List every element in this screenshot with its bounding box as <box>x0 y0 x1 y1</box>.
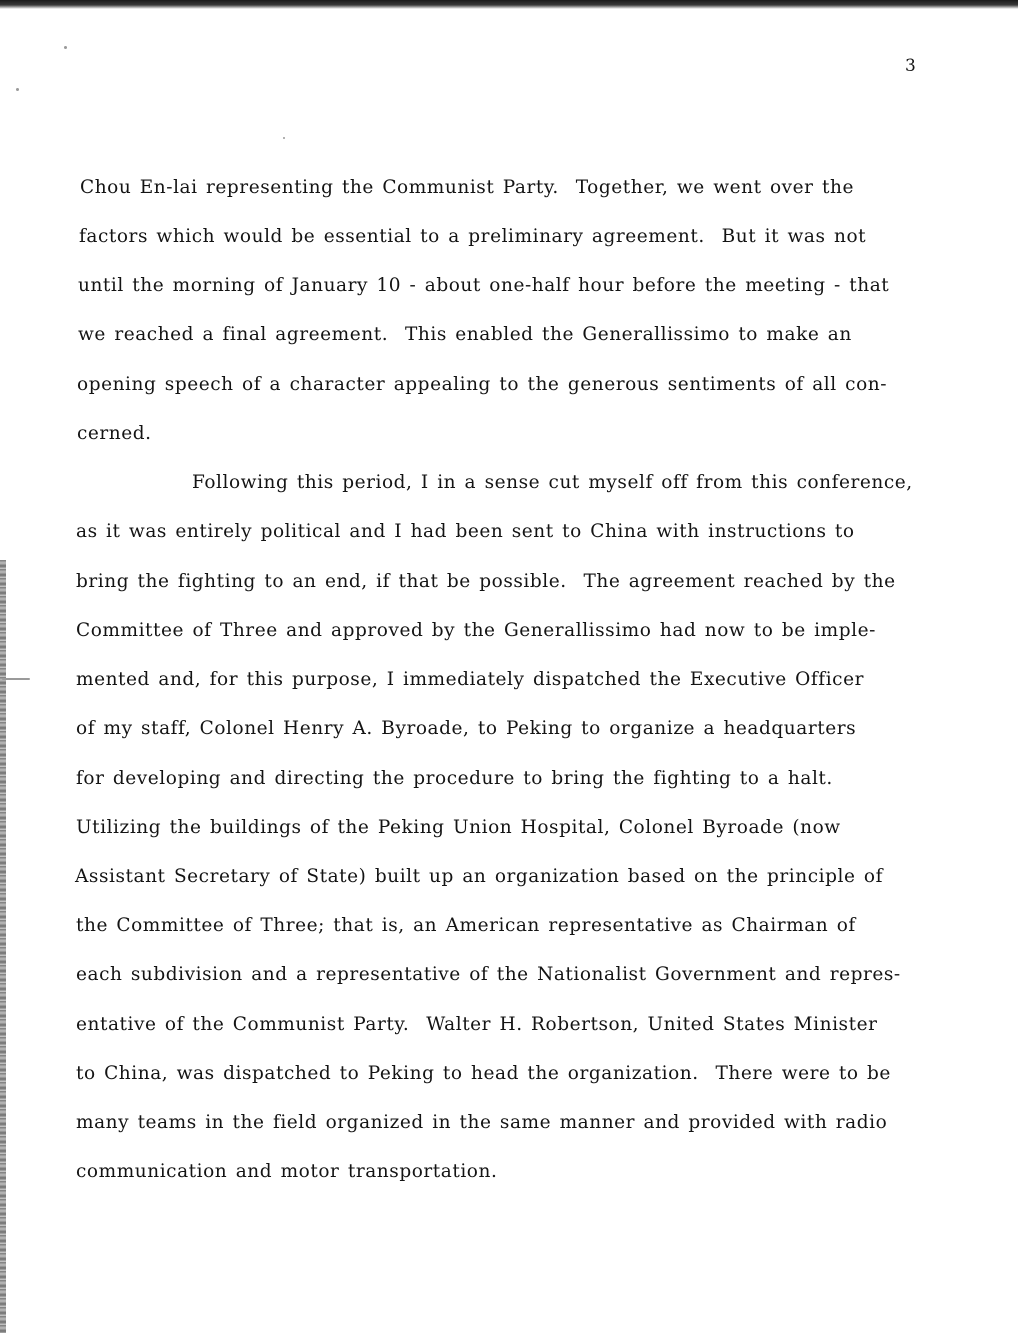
text-line: as it was entirely political and I had been sent to China with instructions to <box>76 521 855 542</box>
text-line: many teams in the field organized in the same manner and provided with radio <box>76 1112 888 1133</box>
text-line: Chou En-lai representing the Communist Party. Together, we went over the <box>80 177 854 198</box>
text-line: cerned. <box>77 423 152 444</box>
text-line: entative of the Communist Party. Walter H. Robertson, United States Minister <box>76 1014 878 1035</box>
page-number: 3 <box>905 56 917 76</box>
text-line: opening speech of a character appealing to the generous sentiments of all con- <box>77 374 888 395</box>
text-line: each subdivision and a representative of the Nationalist Government and repres- <box>76 964 901 985</box>
text-line: until the morning of January 10 - about one-half hour before the meeting - that <box>78 275 890 296</box>
text-line: the Committee of Three; that is, an American representative as Chairman of <box>76 915 856 936</box>
text-line: of my staff, Colonel Henry A. Byroade, to Peking to organize a headquarters <box>76 718 857 739</box>
text-line: we reached a final agreement. This enabled the Generallissimo to make an <box>78 324 852 345</box>
text-line: Assistant Secretary of State) built up an organization based on the principle of <box>75 866 883 887</box>
text-line: bring the fighting to an end, if that be possible. The agreement reached by the <box>76 571 896 592</box>
text-line: factors which would be essential to a preliminary agreement. But it was not <box>79 226 867 247</box>
text-line: Following this period, I in a sense cut myself off from this conference, <box>192 472 913 493</box>
text-line: Utilizing the buildings of the Peking Union Hospital, Colonel Byroade (now <box>76 817 841 838</box>
text-line: Committee of Three and approved by the Generallissimo had now to be imple- <box>76 620 876 641</box>
text-line: communication and motor transportation. <box>76 1161 498 1182</box>
text-line: for developing and directing the procedure to bring the fighting to a halt. <box>76 768 833 789</box>
text-line: to China, was dispatched to Peking to head the organization. There were to be <box>76 1063 891 1084</box>
text-line: mented and, for this purpose, I immediately dispatched the Executive Officer <box>76 669 864 690</box>
